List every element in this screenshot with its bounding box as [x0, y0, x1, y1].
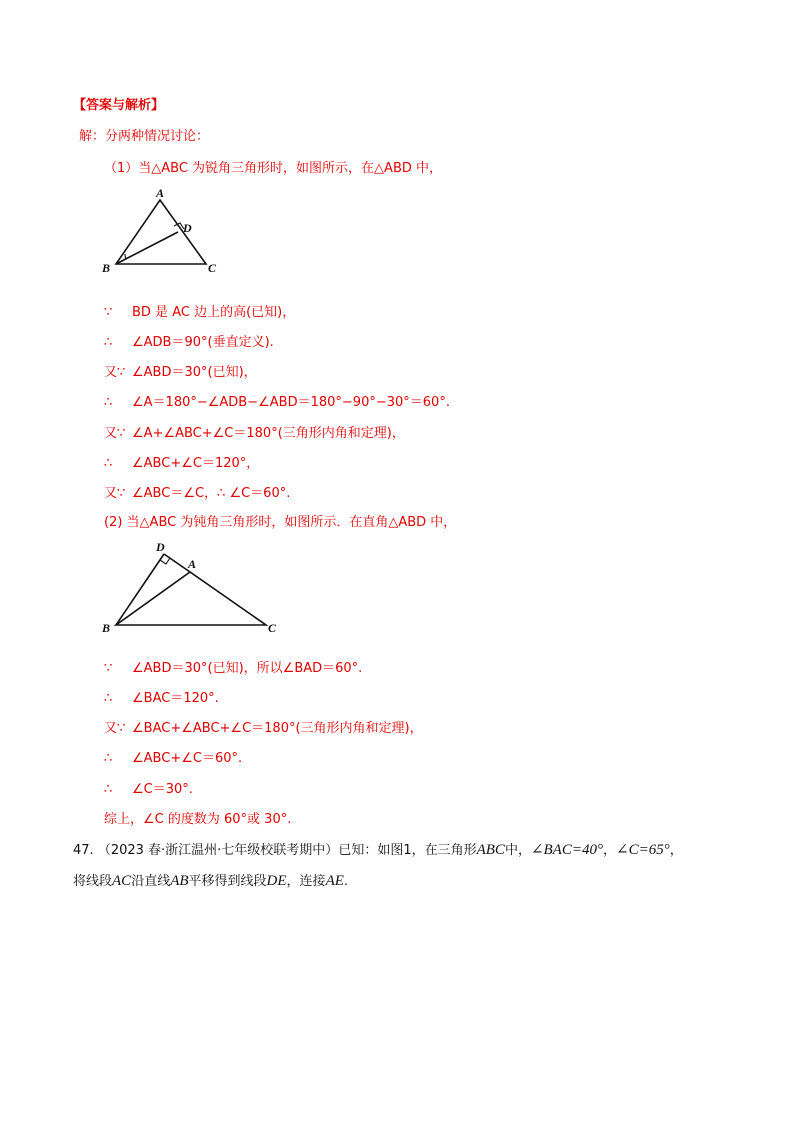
case1-step-3: 又∵ ∠ABD＝30°(已知)，: [104, 365, 257, 380]
problem-47-line-2: 将线段AC沿直线AB平移得到线段DE，连接AE.: [73, 873, 349, 889]
case1-step-7: 又∵ ∠ABC＝∠C，∴ ∠C＝60°.: [104, 486, 291, 501]
segment-ac: AC: [112, 873, 132, 889]
segment-de: DE: [266, 873, 287, 889]
obtuse-triangle-figure: [96, 540, 286, 632]
extension-ad: [164, 554, 190, 572]
case2-step-1: ∵ ∠ABD＝30°(已知)，所以∠BAD＝60°.: [104, 661, 363, 676]
triangle-name: ABC: [476, 842, 505, 858]
altitude-bd: [116, 554, 164, 625]
case1-step-5: 又∵ ∠A+∠ABC+∠C＝180°(三角形内角和定理)，: [104, 426, 405, 441]
angle-c: ∠C=65°: [616, 842, 670, 858]
label-b: B: [102, 261, 111, 275]
label-a: A: [188, 557, 197, 571]
label-d: D: [183, 221, 192, 235]
solution-intro: 解：分两种情况讨论：: [79, 129, 210, 144]
label-b: B: [102, 621, 111, 632]
case1-step-4: ∴ ∠A＝180°−∠ADB−∠ABD＝180°−90°−30°＝60°.: [104, 395, 450, 410]
problem-47-line-1: 47. （2023 春·浙江温州·七年级校联考期中）已知：如图1，在三角形ABC中，∠BAC=40°，∠C=65°，: [73, 842, 683, 858]
altitude-bd: [116, 232, 178, 264]
case1-heading: （1）当△ABC 为锐角三角形时，如图所示，在△ABD 中，: [104, 161, 443, 176]
triangle-abc: [116, 200, 206, 264]
angle-bac: ∠BAC=40°: [530, 842, 603, 858]
angle-arc: [125, 254, 126, 259]
label-c: C: [208, 261, 217, 275]
case2-step-4: ∴ ∠ABC+∠C＝60°.: [104, 751, 243, 766]
section-title: 【答案与解析】: [73, 98, 165, 113]
conclusion: 综上，∠C 的度数为 60°或 30°.: [104, 812, 292, 827]
case2-step-5: ∴ ∠C＝30°.: [104, 782, 193, 797]
problem-number: 47.: [73, 843, 94, 858]
acute-triangle-figure: [96, 186, 226, 278]
case2-heading: (2) 当△ABC 为钝角三角形时，如图所示．在直角△ABD 中，: [104, 515, 457, 530]
line-ab: AB: [170, 873, 189, 889]
case1-step-2: ∴ ∠ADB＝90°(垂直定义).: [104, 335, 274, 350]
problem-source: （2023 春·浙江温州·七年级校联考期中）: [97, 843, 339, 858]
case1-step-1: ∵ BD 是 AC 边上的高(已知)，: [104, 305, 296, 320]
case2-step-3: 又∵ ∠BAC+∠ABC+∠C＝180°(三角形内角和定理)，: [104, 721, 423, 736]
triangle-abc: [116, 572, 266, 625]
case1-step-6: ∴ ∠ABC+∠C＝120°，: [104, 456, 260, 471]
segment-ae: AE: [325, 873, 344, 889]
label-d: D: [156, 540, 165, 554]
label-c: C: [268, 621, 277, 632]
label-a: A: [156, 186, 165, 200]
case2-step-2: ∴ ∠BAC＝120°.: [104, 691, 219, 706]
